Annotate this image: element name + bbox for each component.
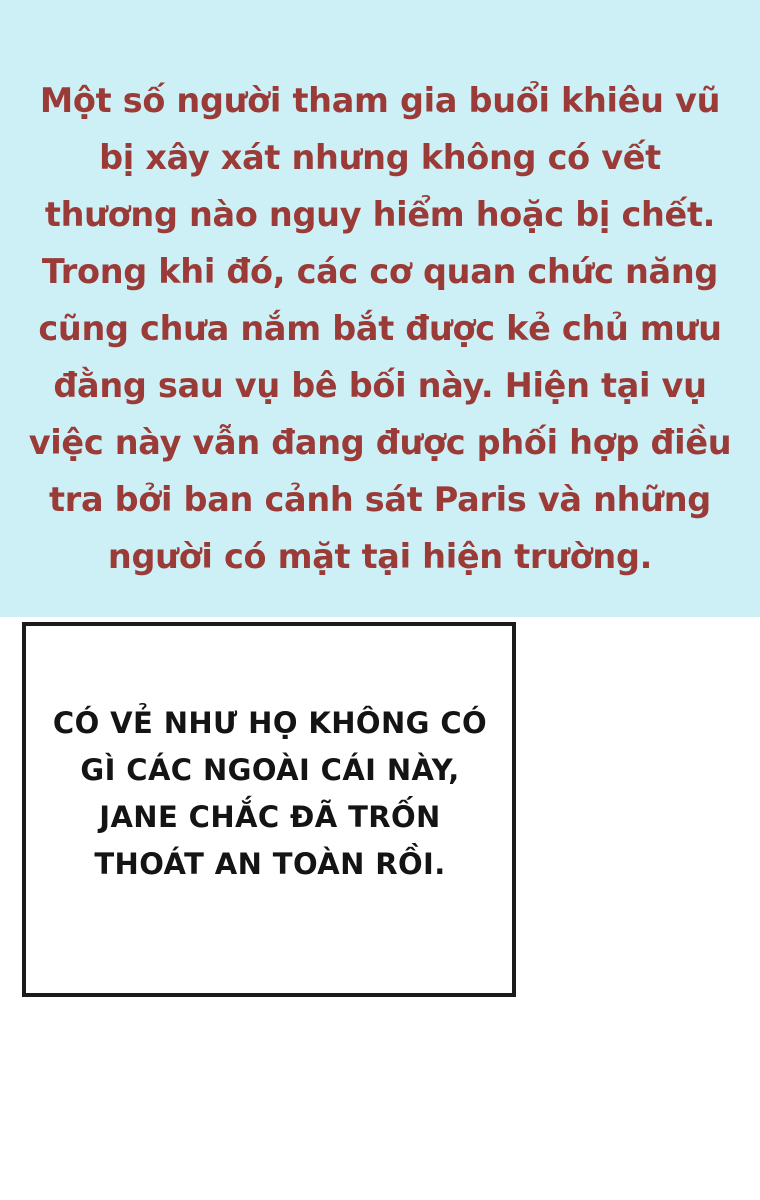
dialogue-text: CÓ VẺ NHƯ HỌ KHÔNG CÓ GÌ CÁC NGOÀI CÁI NÀY, JANE CHẮC ĐÃ TRỐN THOÁT AN TOÀN RỒI. (52, 706, 488, 881)
panel-border-right (512, 622, 516, 997)
news-article-text: Một số người tham gia buổi khiêu vũ bị xây xát nhưng không có vết thương nào nguy hiểm hoặc bị chết. Trong khi đó, các cơ quan chức năng cũng chưa nắm bắt được kẻ chủ mưu đằng sau vụ bê bối này. Hiện tại vụ việc này vẫn đang được phối hợp điều tra bởi ban cảnh sát Paris và những người có mặt tại hiện trường. (28, 81, 732, 576)
panel-border-left (22, 622, 26, 997)
panel-border-bottom (22, 993, 516, 997)
panel-border-top (22, 622, 516, 626)
